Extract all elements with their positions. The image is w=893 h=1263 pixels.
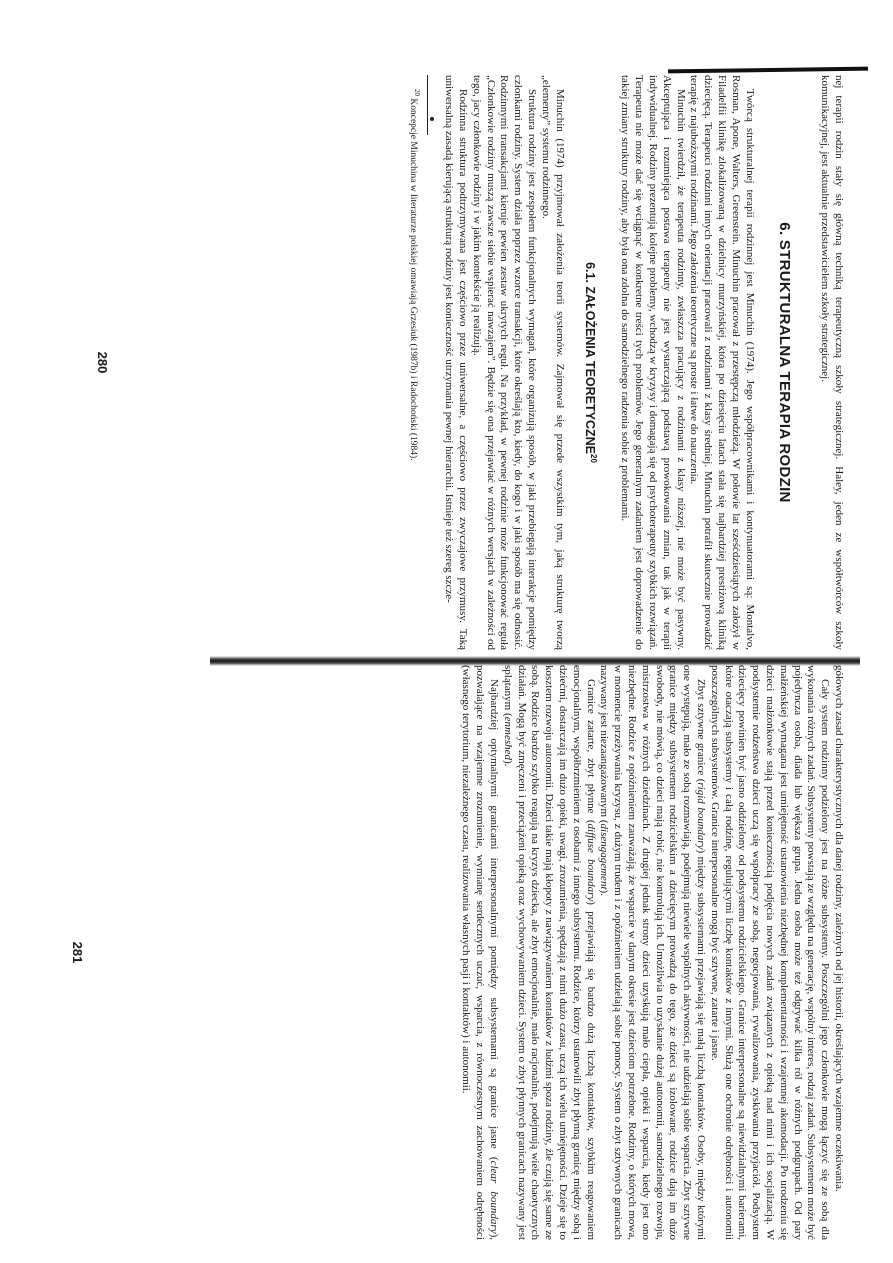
chapter-title: 6. STRUKTURALNA TERAPIA RODZIN <box>776 222 794 503</box>
section-title <box>582 75 600 650</box>
text-run: ) przejawiają się bardzo dużą liczbą kontaktów, szybkim reagowaniem emocjonalnym, współbrzmieniem z osobami z innego subsystemu. Rodzice, którzy ustanowili zbyt płynną granicę między sobą i dziećmi, dostarczają im dużo opieki, uwagi, zrozumienia, spędzają z nimi dużo czasu, uczą ich wielu umiejętności. Dzieje się to kosztem rozwoju autonomii. Dzieci takie mają kłopoty z nawiązywaniem kontaktów z ludźmi spoza rodziny, źle czują się same ze sobą. Rodzice bardzo szybko reagują na kryzys dziecka, ale zbyt emocjonalnie, mało racjonalnie, podejmują wiele chaotycznych działań. Mogą być zmęczeni i przeciążeni opieką oraz wychowywaniem dzieci. System o zbyt płynnych granicach nazywany jest splątanym ( <box>501 665 597 1241</box>
text-run: ). <box>598 889 611 896</box>
footnote-divider <box>427 75 428 135</box>
text-run: Granice zatarte, zbyt płynne ( <box>584 679 597 824</box>
section-title-text: 6.1. ZAŁOŻENIA TEORETYCZNE <box>582 262 597 454</box>
paragraph <box>500 665 597 1240</box>
paragraph: Cały system rodzinny podzielony jest na różne subsystemy. Poszczególni jego członkowie mogą łączyć się ze sobą dla wykonania różnych zadań. Subsystemy powstają ze względu na generację, wspólny interes, rodzaj zadań. Subsystemem może być pojedyncza osoba, diada lub większa grupa. Jedna osoba może też odgrywać kilka ról w różnych podgrupach. Od pary małżeńskiej wymagana jest umiejętność ustanowienia niezbędnej komplementarności i wzajemnej akomodacji. Po urodzeniu się dzieci małżonkowie stają przed koniecznością podjęcia nowych zadań związanych z opieką nad nimi i ich socjalizacją. W podsystemie rodzeństwa dzieci uczą się współpracy ze sobą, negocjowania, rywalizowania, zyskiwania przyjaciół. Podsystem dziecięcy powinien być jasno oddzielony od podsystemu rodzicielskiego. Granice interpersonalne są niewidzialnymi barierami, które otaczają subsystemy i całą rodzinę, regulującymi liczbę kontaktów z innymi. Służą one ochronie odrębności i autonomii poszczególnych subsystemów. Granice interpersonalne mogą być sztywne, zatarte i jasne. <box>708 665 832 1240</box>
term-italic: diffuse boundary <box>584 823 597 902</box>
footnote-marker: 20 <box>588 454 598 463</box>
footnote <box>406 75 422 650</box>
text-run: Zbyt sztywne granice ( <box>695 679 708 783</box>
paragraph: Minuchin twierdził, że terapeuta rodzinny, zwłaszcza pracujący z rodzinami z klasy niższej, nie może być pasywny. Akceptująca i rozumiejąca postawa terapeuty nie jest wystarczającą podstawą prowokowania zmian, tak jak w terapii indywidualnej. Rodziny prezentują kolejne problemy, wchodzą w kryzysy i domagają się od psychoterapeuty szybkich rozwiązań. Terapeuta nie może dać się wciągnąć w konkretne treści tych problemów. Jego generalnym zadaniem jest doprowadzenie do takiej zmiany struktury rodziny, aby była ona zdolna do samodzielnego radzenia sobie z problemami. <box>619 75 687 650</box>
footnote-text: Koncepcje Minuchina w literaturze polskiej omawiają Grzesiuk (1987b) i Radochoński (1984). <box>407 98 418 461</box>
page-281 <box>70 665 845 1240</box>
paragraph <box>459 665 500 1240</box>
page-number: 281 <box>69 941 85 964</box>
scan-edge-line <box>668 67 868 74</box>
paragraph <box>597 665 707 1240</box>
term-italic: disengagement <box>598 823 611 890</box>
term-italic: enmeshed <box>501 716 514 761</box>
text-run: ). <box>501 760 514 767</box>
intro-paragraph: nej terapii rodzin stały się główną techniką terapeutyczną szkoły strategicznej. Haley, jeden ze współtwórców szkoły komunikacyjnej, jest aktualnie przedstawicielem szkoły strategicznej. <box>819 75 845 650</box>
footnote-number: 20 <box>412 89 421 96</box>
page-number: 280 <box>94 351 110 374</box>
term-italic: rigid boundary <box>695 782 708 850</box>
paragraph: Twórcą strukturalnej terapii rodzinnej jest Minuchin (1974). Jego współpracownikami i kontynuatorami są: Montalvo, Rosman, Apone, Walters, Greenstein. Minuchin pracował z przestępczą młodzieżą. W połowie lat sześćdziesiątych założył w Filadelfii klinikę zlokalizowaną w dzielnicy murzyńskiej, która po dziesięciu latach stała się najbardziej prestiżową kliniką dziecięcą. Terapeuci rodzinni innych orientacji pracowali z rodzinami z klasy średniej. Minuchin potrafił skutecznie prowadzić terapię z najuboższymi rodzinami. Jego założenia teoretyczne są proste i łatwe do nauczenia. <box>688 75 756 650</box>
text-run: ) między subsystemami przejawiają się małą liczbą kontaktów. Osoby, między którymi one występują, mało ze sobą rozmawiają, podejmują niewiele wspólnych aktywności, nie udzielają sobie wsparcia. Zbyt sztywne granice między subsystemem rodzicielskim a dziecięcym prowadzą do tego, że dzieci są izolowane, rodzice dają im dużo swobody, nie mówią, co dzieci mają robić, nie kontrolują ich. Umożliwia to uzyskanie dużej autonomii, samodzielnego rozwoju, mistrzostwa w różnych dziedzinach. Z drugiej jednak strony dzieci uzyskują mało ciepła, opieki i wsparcia, kiedy jest ono niezbędne. Rodzice z opóźnieniem zauważają, że wsparcie w danym okresie jest dzieciom potrzebne. Rodziny, o których mowa, w momencie przeżywania kryzysu, z dużym trudem i z opóźnieniem udzielają sobie pomocy. System o zbyt sztywnych granicach nazywany jest niezaangażowanym ( <box>598 665 708 1240</box>
term-italic: clear boundary <box>488 1160 501 1234</box>
text-run: Najbardziej optymalnymi granicami interpersonalnymi pomiędzy subsystemami są granice jasne ( <box>488 679 501 1161</box>
text-run: ), pozwalające na wzajemne zrozumienie, wymianę serdecznych uczuć, wsparcia, z równoczesnym zachowaniem odrębności (własnego terytorium, niezależnego czasu, realizowania własnych pasji i kontaktów) i autonomii. <box>460 665 501 1241</box>
paragraph: Struktura rodziny jest zespołem funkcjonalnych wymagań, które organizują sposób, w jaki przebiegają interakcje pomiędzy członkami rodziny. System działa poprzez wzorce transakcji, które określają kto, kiedy, do kogo i w jaki sposób ma się odnosić. Rodzinnymi transakcjami kieruje pewien zestaw ukrytych reguł. Na przykład, w pewnej rodzinie może funkcjonować reguła „Członkowie rodziny muszą zawsze siebie wspierać nawzajem”. Będzie się ona przejawiać w różnych wersjach w zależności od tego, jacy członkowie rodziny i w jakim kontekście ją realizują. <box>470 75 539 650</box>
paragraph: Rodzinna struktura podtrzymywana jest częściowo przez uniwersalne, a częściowo przez zwyczajowe przymusy. Taką uniwersalną zasadą kierującą strukturą rodziny jest konieczność utrzymania pewnej hierarchii. Istnieje też szereg szcze- <box>443 75 470 650</box>
page-280 <box>95 75 845 650</box>
paragraph: gółowych zasad charakterystycznych dla danej rodziny, zależnych od jej historii, określających wzajemne oczekiwania. <box>833 665 845 1192</box>
paragraph: Minuchin (1974) przyjmował założenia teorii systemów. Zajmował się przede wszystkim tym, jaką strukturę tworzą „elementy” systemu rodzinnego. <box>539 75 566 650</box>
